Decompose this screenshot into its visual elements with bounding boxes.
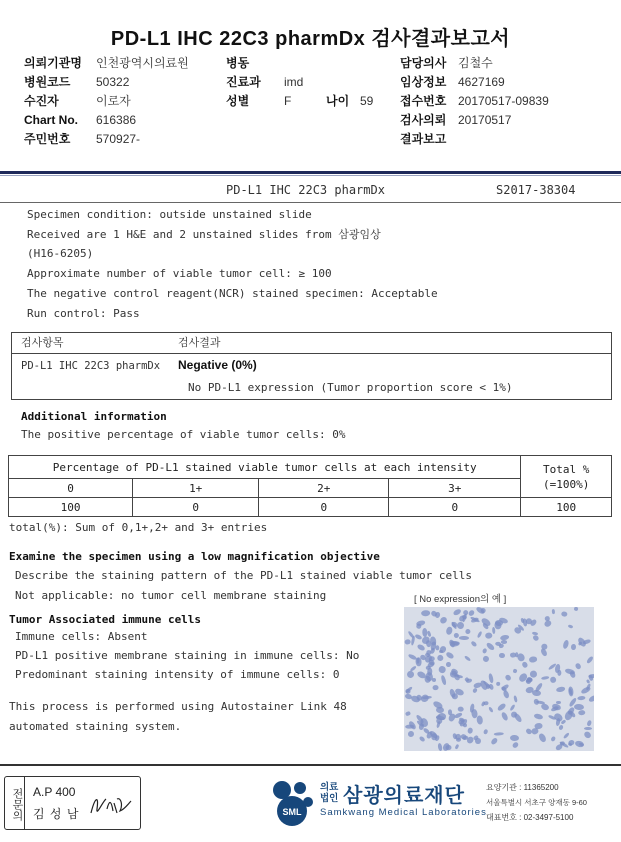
nucleus (561, 611, 567, 616)
header-middle (226, 54, 373, 111)
nucleus (532, 634, 540, 642)
nucleus (475, 738, 481, 745)
nucleus (404, 638, 410, 644)
specimen-line-5: The negative control reagent(NCR) stained specimen: Acceptable (27, 287, 438, 300)
immune-line-1: Immune cells: Absent (15, 630, 148, 643)
nucleus (432, 678, 437, 682)
nucleus (499, 634, 509, 641)
level-2-header: 2+ (259, 479, 389, 498)
institution-value: 인천광역시의료원 (96, 56, 189, 70)
header-left (24, 54, 189, 149)
header-divider-light (0, 175, 621, 176)
nucleus (445, 626, 453, 636)
nucleus (406, 711, 412, 716)
nucleus (427, 667, 432, 675)
dept-value: imd (284, 75, 304, 89)
nucleus (510, 735, 519, 741)
org-english: Samkwang Medical Laboratories (320, 807, 487, 818)
sex-value: F (284, 94, 292, 108)
level-0-value: 100 (9, 498, 133, 517)
nucleus (487, 673, 493, 683)
clinical-label: 임상정보 (400, 75, 447, 89)
immune-line-3: Predominant staining intensity of immune cells: 0 (15, 668, 340, 681)
subheader-test-name: PD-L1 IHC 22C3 pharmDx (226, 183, 385, 197)
nucleus (439, 665, 447, 673)
nucleus (538, 733, 547, 744)
nucleus (573, 607, 578, 612)
nucleus (575, 663, 582, 671)
result-box-divider (12, 353, 611, 354)
signature-box (4, 776, 141, 830)
nucleus (552, 609, 556, 614)
accession-label: 접수번호 (400, 94, 447, 108)
level-2-value: 0 (259, 498, 389, 517)
level-0-header: 0 (9, 479, 133, 498)
subheader-divider (0, 202, 621, 203)
nucleus (556, 686, 566, 693)
nucleus (464, 655, 472, 662)
nucleus (485, 632, 492, 638)
nucleus (488, 707, 494, 713)
doctor-label: 담당의사 (400, 56, 447, 70)
nucleus (465, 678, 472, 683)
nucleus (433, 685, 439, 691)
chart-value: 616386 (96, 113, 137, 127)
nucleus (574, 740, 584, 748)
nucleus (467, 609, 475, 617)
ward-label: 병동 (226, 56, 250, 70)
nucleus (550, 736, 556, 742)
org-type: 의료법인 (320, 782, 339, 804)
nucleus (512, 741, 520, 748)
header-divider (0, 171, 621, 174)
nucleus (437, 743, 442, 751)
ap-label: A.P 400 (33, 785, 76, 799)
nucleus (416, 658, 419, 664)
nucleus (476, 715, 484, 725)
nucleus (563, 732, 570, 739)
nucleus (408, 731, 415, 738)
nucleus (477, 630, 483, 638)
nucleus (472, 687, 478, 693)
examine-heading: Examine the specimen using a low magnification objective (9, 550, 380, 563)
logo-text: SML (282, 807, 302, 817)
additional-text: The positive percentage of viable tumor cells: 0% (21, 428, 346, 441)
nucleus (510, 653, 516, 658)
receiver-label: 수진자 (24, 94, 59, 108)
nucleus (581, 686, 592, 695)
clinical-value: 4627169 (458, 75, 505, 89)
level-3-header: 3+ (389, 479, 521, 498)
accession-value: 20170517-09839 (458, 94, 549, 108)
signature-image (87, 791, 135, 821)
specimen-line-6: Run control: Pass (27, 307, 140, 320)
nucleus (568, 686, 574, 696)
resident-label: 주민번호 (24, 132, 71, 146)
nucleus (439, 616, 448, 625)
nucleus (569, 670, 577, 679)
request-value: 20170517 (458, 113, 512, 127)
total-header-line-1: Total % (542, 462, 590, 476)
nucleus (410, 695, 420, 704)
immune-line-2: PD-L1 positive membrane staining in immune cells: No (15, 649, 360, 662)
level-1-header: 1+ (133, 479, 259, 498)
nucleus (504, 674, 512, 682)
nucleus (467, 727, 473, 734)
immune-heading: Tumor Associated immune cells (9, 613, 202, 626)
nucleus (513, 712, 523, 723)
nucleus (494, 732, 504, 736)
nucleus (541, 675, 550, 680)
additional-heading: Additional information (21, 410, 167, 423)
report-label: 결과보고 (400, 132, 447, 146)
org-name: 삼광의료재단 (343, 785, 465, 807)
examine-line-1: Describe the staining pattern of the PD-L1 stained viable tumor cells (15, 569, 472, 582)
nucleus (549, 677, 556, 684)
total-header-line-2: (=100%) (542, 477, 590, 491)
result-box (11, 332, 612, 400)
nucleus (529, 657, 538, 664)
result-detail: No PD-L1 expression (Tumor proportion score < 1%) (188, 381, 513, 394)
nucleus (577, 710, 585, 716)
nucleus (496, 681, 500, 686)
footer-divider (0, 764, 621, 766)
level-3-value: 0 (389, 498, 521, 517)
nucleus (512, 668, 517, 673)
result-col2-header: 검사결과 (178, 336, 221, 349)
sml-logo-icon (268, 778, 320, 828)
nucleus (540, 648, 548, 658)
intensity-header: Percentage of PD-L1 stained viable tumor cells at each intensity (9, 456, 521, 479)
process-line-2: automated staining system. (9, 720, 182, 733)
nucleus (535, 723, 543, 730)
result-item: PD-L1 IHC 22C3 pharmDx (21, 360, 161, 372)
nucleus (570, 644, 575, 650)
intensity-table (8, 455, 612, 517)
nucleus (496, 703, 506, 712)
total-value: 100 (521, 498, 612, 517)
nucleus (406, 671, 414, 679)
nucleus (464, 627, 471, 634)
nucleus (499, 653, 505, 658)
specimen-line-3: (H16-6205) (27, 247, 94, 260)
hospital-code-value: 50322 (96, 75, 130, 89)
result-col1-header: 검사항목 (21, 336, 64, 349)
nucleus (500, 711, 509, 722)
header-right (400, 54, 549, 149)
nucleus (421, 610, 430, 617)
nucleus (587, 694, 594, 703)
examine-line-2: Not applicable: no tumor cell membrane staining (15, 589, 327, 602)
nucleus (454, 744, 460, 750)
nucleus (482, 647, 488, 653)
receiver-value: 이로자 (96, 94, 131, 108)
specimen-line-4: Approximate number of viable tumor cell: ≥ 100 (27, 267, 332, 280)
nucleus (586, 656, 594, 665)
nucleus (521, 662, 529, 670)
registration-number: 요양기관 : 11365200 (486, 783, 559, 792)
nucleus (499, 643, 505, 649)
nucleus (471, 640, 478, 647)
nucleus (484, 701, 489, 706)
nucleus (483, 729, 488, 735)
nucleus (543, 620, 552, 629)
report-title: PD-L1 IHC 22C3 pharmDx 검사결과보고서 (110, 28, 511, 50)
image-caption: [ No expression의 예 ] (414, 594, 507, 605)
nucleus (583, 639, 592, 645)
level-1-value: 0 (133, 498, 259, 517)
age-label: 나이 (326, 94, 350, 108)
nucleus (584, 727, 592, 730)
chart-label: Chart No. (24, 113, 78, 127)
nucleus (440, 675, 446, 685)
nucleus (436, 654, 444, 662)
result-value: Negative (0%) (178, 358, 257, 372)
phone: 대표번호 : 02-3497-5100 (486, 813, 574, 822)
nucleus (567, 624, 573, 629)
nucleus (451, 693, 458, 700)
nucleus (418, 735, 425, 742)
nucleus (534, 713, 544, 720)
nucleus (479, 680, 489, 691)
intensity-footnote: total(%): Sum of 0,1+,2+ and 3+ entries (9, 521, 268, 534)
nucleus (482, 655, 490, 663)
request-label: 검사의뢰 (400, 113, 447, 127)
institution-label: 의뢰기관명 (24, 56, 82, 70)
nucleus (457, 706, 464, 712)
hospital-code-label: 병원코드 (24, 75, 71, 89)
nucleus (583, 730, 593, 739)
pathologist-name: 김 성 남 (33, 807, 80, 821)
nucleus (509, 704, 515, 712)
dept-label: 진료과 (226, 75, 261, 89)
specimen-block (27, 205, 438, 323)
total-header (521, 456, 612, 498)
nucleus (416, 643, 426, 652)
age-value: 59 (360, 94, 374, 108)
nucleus (459, 636, 469, 640)
process-line-1: This process is performed using Autostainer Link 48 (9, 700, 347, 713)
doctor-value: 김철수 (458, 56, 493, 70)
nucleus (513, 695, 518, 702)
address: 서울특별시 서초구 양재동 9-60 (486, 798, 587, 807)
nucleus (445, 661, 450, 666)
nucleus (445, 651, 455, 660)
nucleus (577, 696, 586, 701)
specimen-line-1: Specimen condition: outside unstained slide (27, 208, 312, 221)
specimen-line-2: Received are 1 H&E and 2 unstained slides from 삼광임상 (27, 228, 381, 241)
specialist-label: 전문의 (5, 777, 25, 829)
subheader-case-no: S2017-38304 (496, 183, 576, 197)
micrograph-image (404, 607, 594, 751)
nucleus (562, 640, 570, 650)
sex-label: 성별 (226, 94, 250, 108)
nucleus (491, 737, 499, 745)
resident-value: 570927- (96, 132, 141, 146)
